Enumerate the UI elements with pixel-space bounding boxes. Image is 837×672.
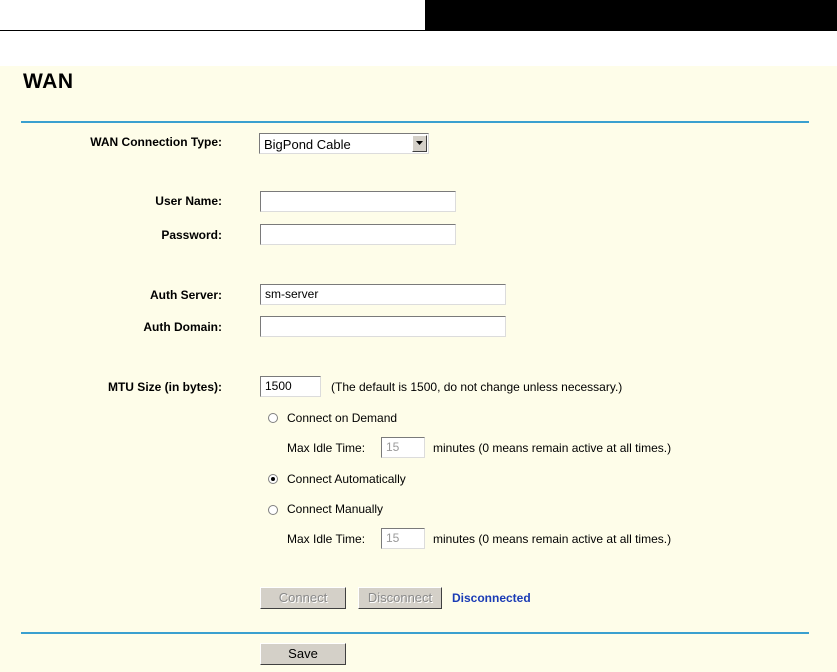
- radio-connect-on-demand[interactable]: [268, 413, 278, 423]
- manual-idle-input[interactable]: 15: [381, 528, 425, 549]
- on-demand-idle-hint: minutes (0 means remain active at all times.): [433, 441, 672, 455]
- wan-panel: [0, 66, 837, 672]
- on-demand-idle-label: Max Idle Time:: [287, 441, 366, 455]
- connection-status: Disconnected: [452, 591, 531, 605]
- connect-manually-label: Connect Manually: [287, 502, 384, 516]
- radio-connect-automatically[interactable]: [268, 474, 278, 484]
- connect-on-demand-label: Connect on Demand: [287, 411, 398, 425]
- disconnect-button[interactable]: Disconnect: [358, 587, 442, 609]
- mtu-hint: (The default is 1500, do not change unless necessary.): [331, 380, 623, 394]
- header-divider: [0, 30, 837, 31]
- mtu-label: MTU Size (in bytes):: [107, 380, 222, 394]
- connection-type-select[interactable]: [259, 133, 429, 154]
- radio-connect-manually[interactable]: [268, 505, 278, 515]
- chevron-down-icon[interactable]: [412, 135, 427, 152]
- auth-domain-input[interactable]: [260, 316, 506, 337]
- on-demand-idle-input[interactable]: 15: [381, 437, 425, 458]
- save-button[interactable]: Save: [260, 643, 346, 665]
- user-name-input[interactable]: [260, 191, 456, 212]
- connect-automatically-label: Connect Automatically: [287, 472, 406, 486]
- password-input[interactable]: [260, 224, 456, 245]
- auth-domain-label: Auth Domain:: [143, 320, 222, 334]
- password-label: Password:: [161, 228, 222, 242]
- user-name-label: User Name:: [155, 194, 222, 208]
- top-divider: [21, 121, 809, 123]
- auth-server-input[interactable]: sm-server: [260, 284, 506, 305]
- header-bar: [425, 0, 837, 30]
- auth-server-label: Auth Server:: [149, 288, 222, 302]
- manual-idle-label: Max Idle Time:: [287, 532, 366, 546]
- mtu-input[interactable]: 1500: [260, 376, 321, 397]
- connection-type-label: WAN Connection Type:: [90, 135, 222, 149]
- page-title: WAN: [23, 70, 74, 93]
- connection-type-value: BigPond Cable: [264, 137, 351, 152]
- manual-idle-hint: minutes (0 means remain active at all times.): [433, 532, 672, 546]
- connect-button[interactable]: Connect: [260, 587, 346, 609]
- bottom-divider: [21, 632, 809, 634]
